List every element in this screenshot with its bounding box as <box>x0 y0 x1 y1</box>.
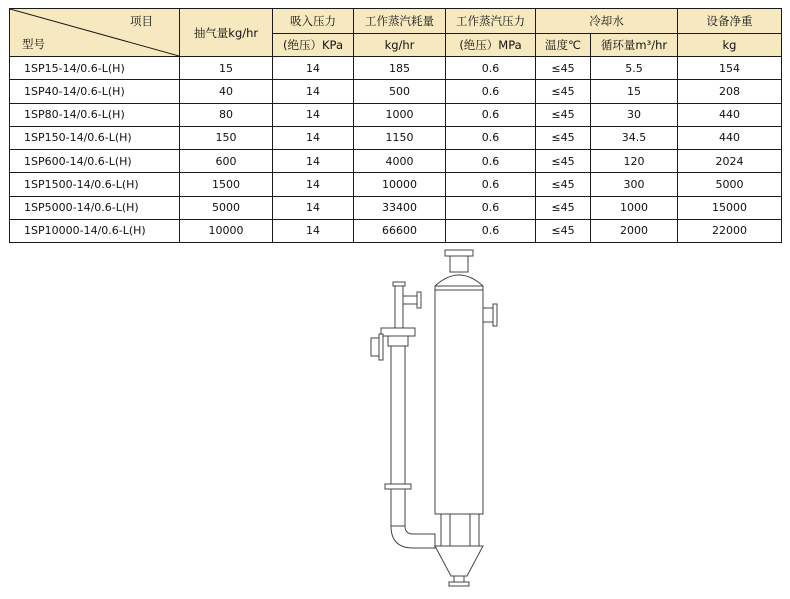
cell-inlet: 14 <box>273 80 354 103</box>
cell-inlet: 14 <box>273 219 354 242</box>
cell-inlet: 14 <box>273 150 354 173</box>
cell-circulation: 1000 <box>591 196 678 219</box>
cell-suction: 150 <box>180 126 273 149</box>
side-flange <box>493 304 497 326</box>
cell-steam: 33400 <box>354 196 446 219</box>
ejector-inlet-nozzle <box>371 338 379 356</box>
header-temperature: 温度℃ <box>536 33 591 57</box>
cell-inlet: 14 <box>273 196 354 219</box>
cell-suction: 5000 <box>180 196 273 219</box>
cell-pressure: 0.6 <box>446 80 536 103</box>
cell-inlet: 14 <box>273 103 354 126</box>
header-steam-pressure: 工作蒸汽压力 <box>446 9 536 34</box>
table-row <box>10 173 782 196</box>
header-inlet-pressure: 吸入压力 <box>273 9 354 34</box>
cell-pressure: 0.6 <box>446 103 536 126</box>
table-row <box>10 150 782 173</box>
ejector-flange <box>381 328 415 336</box>
header-inlet-pressure-unit: (绝压）KPa <box>273 33 354 57</box>
corner-header-cell <box>10 9 180 57</box>
bottom-cone <box>435 546 483 576</box>
cell-circulation: 30 <box>591 103 678 126</box>
cell-temp: ≤45 <box>536 103 591 126</box>
cell-pressure: 0.6 <box>446 150 536 173</box>
table-body <box>10 57 782 243</box>
cell-suction: 1500 <box>180 173 273 196</box>
ejector-pipe <box>391 346 405 526</box>
table-row <box>10 196 782 219</box>
top-flange <box>445 250 473 256</box>
header-cooling-water: 冷却水 <box>536 9 678 34</box>
cell-model: 1SP600-14/0.6-L(H) <box>10 150 180 173</box>
cell-circulation: 34.5 <box>591 126 678 149</box>
cell-suction: 40 <box>180 80 273 103</box>
cell-weight: 440 <box>678 103 782 126</box>
cell-pressure: 0.6 <box>446 126 536 149</box>
cell-steam: 10000 <box>354 173 446 196</box>
cell-steam: 1150 <box>354 126 446 149</box>
cell-weight: 15000 <box>678 196 782 219</box>
cell-suction: 10000 <box>180 219 273 242</box>
cell-temp: ≤45 <box>536 126 591 149</box>
cell-weight: 2024 <box>678 150 782 173</box>
cell-steam: 500 <box>354 80 446 103</box>
table-header <box>10 9 782 57</box>
cell-steam: 66600 <box>354 219 446 242</box>
pipe-elbow <box>391 526 435 548</box>
table-row <box>10 126 782 149</box>
cell-pressure: 0.6 <box>446 173 536 196</box>
ejector-inlet-flange <box>379 334 383 360</box>
steam-nozzle <box>395 286 403 328</box>
header-steam-pressure-unit: (绝压）MPa <box>446 33 536 57</box>
cell-temp: ≤45 <box>536 196 591 219</box>
cell-weight: 208 <box>678 80 782 103</box>
cell-model: 1SP15-14/0.6-L(H) <box>10 57 180 80</box>
header-steam-consumption-unit: kg/hr <box>354 33 446 57</box>
drain-flange <box>449 582 469 586</box>
cell-circulation: 2000 <box>591 219 678 242</box>
cell-circulation: 300 <box>591 173 678 196</box>
hotwell-box <box>441 514 479 546</box>
pipe-flange <box>385 484 411 489</box>
drain-nozzle <box>454 576 464 582</box>
cell-model: 1SP1500-14/0.6-L(H) <box>10 173 180 196</box>
cell-temp: ≤45 <box>536 57 591 80</box>
header-item: 项目 <box>130 14 153 28</box>
header-steam-consumption: 工作蒸汽耗量 <box>354 9 446 34</box>
steam-top-cap <box>393 282 405 286</box>
cell-model: 1SP40-14/0.6-L(H) <box>10 80 180 103</box>
cell-steam: 1000 <box>354 103 446 126</box>
spec-table <box>9 8 782 243</box>
cell-temp: ≤45 <box>536 173 591 196</box>
cell-inlet: 14 <box>273 126 354 149</box>
cell-steam: 185 <box>354 57 446 80</box>
cell-model: 1SP5000-14/0.6-L(H) <box>10 196 180 219</box>
cell-suction: 15 <box>180 57 273 80</box>
cell-temp: ≤45 <box>536 80 591 103</box>
cell-circulation: 5.5 <box>591 57 678 80</box>
cell-pressure: 0.6 <box>446 196 536 219</box>
header-model: 型号 <box>22 37 45 51</box>
side-nozzle <box>483 308 493 322</box>
cell-temp: ≤45 <box>536 219 591 242</box>
header-net-weight: 设备净重 <box>678 9 782 34</box>
cell-weight: 154 <box>678 57 782 80</box>
cell-pressure: 0.6 <box>446 219 536 242</box>
cell-steam: 4000 <box>354 150 446 173</box>
cell-circulation: 15 <box>591 80 678 103</box>
cell-model: 1SP80-14/0.6-L(H) <box>10 103 180 126</box>
cell-temp: ≤45 <box>536 150 591 173</box>
cell-weight: 5000 <box>678 173 782 196</box>
steam-branch <box>403 296 417 304</box>
steam-branch-flange <box>417 292 421 308</box>
cell-model: 1SP10000-14/0.6-L(H) <box>10 219 180 242</box>
table-row <box>10 103 782 126</box>
cell-weight: 440 <box>678 126 782 149</box>
top-nozzle <box>450 256 468 272</box>
condenser-drawing <box>355 246 525 596</box>
cell-inlet: 14 <box>273 57 354 80</box>
header-circulation: 循环量m³/hr <box>591 33 678 57</box>
cell-suction: 600 <box>180 150 273 173</box>
main-shell <box>435 275 483 514</box>
cell-suction: 80 <box>180 103 273 126</box>
table-row <box>10 80 782 103</box>
cell-circulation: 120 <box>591 150 678 173</box>
cell-weight: 22000 <box>678 219 782 242</box>
table-row <box>10 57 782 80</box>
cell-inlet: 14 <box>273 173 354 196</box>
header-suction: 抽气量kg/hr <box>180 9 273 57</box>
ejector-neck <box>388 336 408 346</box>
table-row <box>10 219 782 242</box>
cell-pressure: 0.6 <box>446 57 536 80</box>
header-net-weight-unit: kg <box>678 33 782 57</box>
cell-model: 1SP150-14/0.6-L(H) <box>10 126 180 149</box>
